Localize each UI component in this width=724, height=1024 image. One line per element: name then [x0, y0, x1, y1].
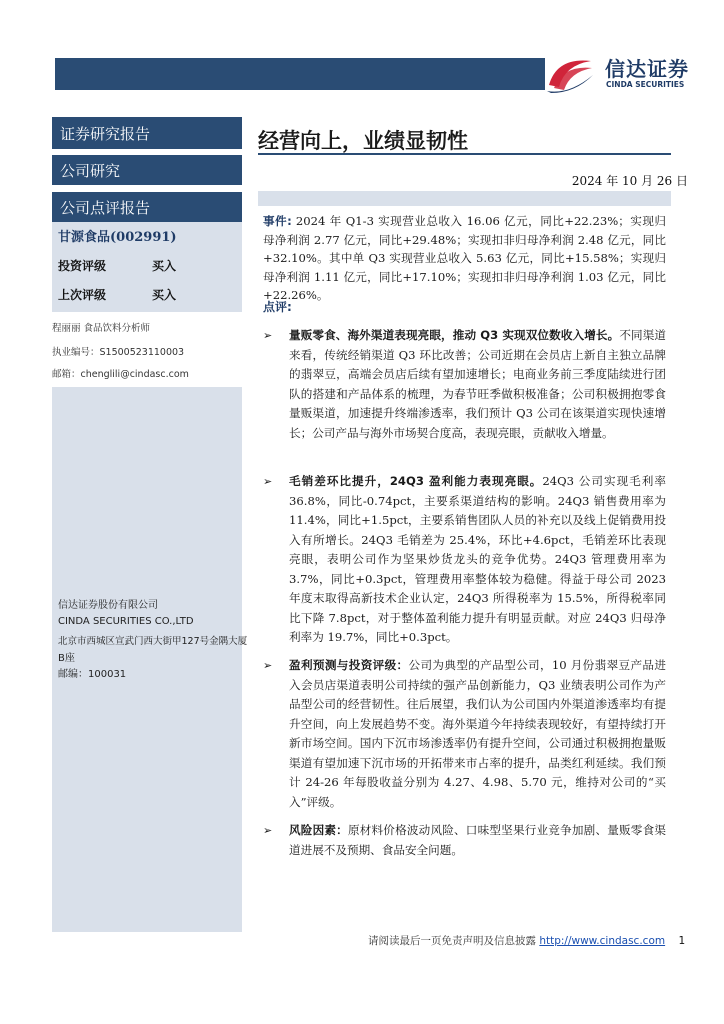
- page-number: 1: [678, 935, 686, 947]
- bullet-item: [263, 821, 666, 860]
- event-label: 事件:: [263, 214, 292, 228]
- previous-rating-label: 上次评级: [58, 288, 107, 302]
- footer-disclaimer: 请阅读最后一页免责声明及信息披露: [368, 935, 536, 947]
- previous-rating-value: 买入: [152, 288, 177, 302]
- bullet-text: 不同渠道来看，传统经销渠道 Q3 环比改善；公司近期在会员店上新自主独立品牌的翡翠豆，高端会员店后续有望加速增长；电商业务前三季度陆续进行团队的搭建和产品体系的梳理，为春节旺季做积极准备；公司积极拥抱零食量贩渠道，加速提升终端渗透率，我们预计 Q3 公司在该渠道实现快速增长；公司产品与海外市场契合度高，表现亮眼，贡献收入增量。: [289, 328, 666, 440]
- arrow-bullet-icon: ➢: [263, 329, 273, 342]
- arrow-bullet-icon: ➢: [263, 475, 273, 488]
- analyst-name: 程丽丽 食品饮料分析师: [52, 323, 151, 334]
- date-band: [258, 191, 671, 206]
- report-category-label: 证券研究报告: [52, 117, 242, 149]
- cinda-logo: [545, 53, 720, 95]
- company-name: 甘源食品(002991): [58, 230, 177, 245]
- event-text: 2024 年 Q1-3 实现营业总收入 16.06 亿元，同比+22.23%；实现归母净利润 2.77 亿元，同比+29.48%；实现扣非归母净利润 2.48 亿元，同比+32.10%。其中单 Q3 实现营业总收入 5.63 亿元，同比+15.58%；实现归母净利润 1.11 亿元，同比+17.10%；实现扣非归母净利润 1.03 亿元，同比+22.26%。: [263, 214, 667, 302]
- event-paragraph: [263, 212, 666, 305]
- logo-english-text: CINDA SECURITIES: [606, 80, 685, 89]
- bullet-lead: 盈利预测与投资评级：: [289, 658, 409, 672]
- report-type-label: 公司点评报告: [52, 192, 242, 222]
- bullet-lead: 风险因素：: [289, 823, 348, 837]
- footer-website-link[interactable]: http://www.cindasc.com: [539, 935, 666, 947]
- analyst-block: [52, 313, 242, 387]
- page-footer: [368, 933, 685, 948]
- firm-name-cn: 信达证券股份有限公司: [58, 600, 158, 611]
- bullet-item: [263, 656, 666, 812]
- bullet-text: 原材料价格波动风险、口味型坚果行业竞争加剧、量贩零食渠道进展不及预期、食品安全问题。: [289, 823, 666, 857]
- firm-name-en: CINDA SECURITIES CO.,LTD: [58, 616, 194, 627]
- investment-rating-row: [58, 257, 177, 274]
- bullet-item: [263, 326, 666, 443]
- bullet-lead: 量贩零食、海外渠道表现亮眼，推动 Q3 实现双位数收入增长。: [289, 328, 620, 342]
- analyst-email: 邮箱：chenglili@cindasc.com: [52, 369, 189, 380]
- sidebar-info-panel: [52, 222, 248, 932]
- firm-address-line2: B座: [58, 653, 75, 664]
- title-underline: [258, 153, 671, 155]
- investment-rating-value: 买入: [152, 259, 177, 273]
- bullet-text: 公司为典型的产品型公司，10 月份翡翠豆产品进入会员店渠道表明公司持续的强产品创新能力，Q3 业绩表明公司作为产品型公司的经营韧性。往后展望，我们认为公司国内外渠道渗透率均有提升空间，向上发展趋势不变。海外渠道今年持续表现较好，有望持续打开新市场空间。国内下沉市场渗透率仍有提升空间，公司通过积极拥抱量贩渠道有望加速下沉市场的开拓带来市占率的提升，品类红利延续。我们预计 24-26 年每股收益分别为 4.27、4.98、5.70 元，维持对公司的“买入”评级。: [289, 658, 666, 809]
- report-date: 2024 年 10 月 26 日: [571, 174, 688, 188]
- header-band: [55, 58, 545, 90]
- comment-label: 点评:: [263, 300, 292, 314]
- research-type-label: 公司研究: [52, 155, 242, 185]
- investment-rating-label: 投资评级: [58, 259, 107, 273]
- firm-postcode: 邮编：100031: [58, 669, 127, 680]
- bullet-item: [263, 472, 666, 648]
- firm-address-line1: 北京市西城区宣武门西大街甲127号金隅大厦: [58, 636, 248, 647]
- arrow-bullet-icon: ➢: [263, 659, 273, 672]
- analyst-license: 执业编号：S1500523110003: [52, 347, 185, 358]
- bullet-lead: 毛销差环比提升，24Q3 盈利能力表现亮眼。: [289, 474, 543, 488]
- cinda-logo-icon: [545, 55, 595, 93]
- previous-rating-row: [58, 286, 177, 303]
- bullet-text: 24Q3 公司实现毛利率 36.8%，同比-0.74pct，主要系渠道结构的影响。24Q3 销售费用率为 11.4%，同比+1.5pct，主要系销售团队人员的补充以及线上促销费用投入有所增长。24Q3 毛销差为 25.4%，环比+4.6pct，毛销差环比表现亮眼，表明公司作为坚果炒货龙头的竞争优势。24Q3 管理费用率为 3.7%，同比+0.3pct，管理费用率整体较为稳健。得益于母公司 2023 年度末取得高新技术企业认定，24Q3 所得税率为 15.5%，所得税率同比下降 7.8pct，对于整体盈利能力提升有明显贡献。对应 24Q3 归母净利率为 19.7%，同比+0.3pct。: [289, 474, 666, 644]
- arrow-bullet-icon: ➢: [263, 824, 273, 837]
- report-title: 经营向上，业绩显韧性: [258, 129, 468, 153]
- logo-chinese-text: 信达证券: [605, 57, 689, 81]
